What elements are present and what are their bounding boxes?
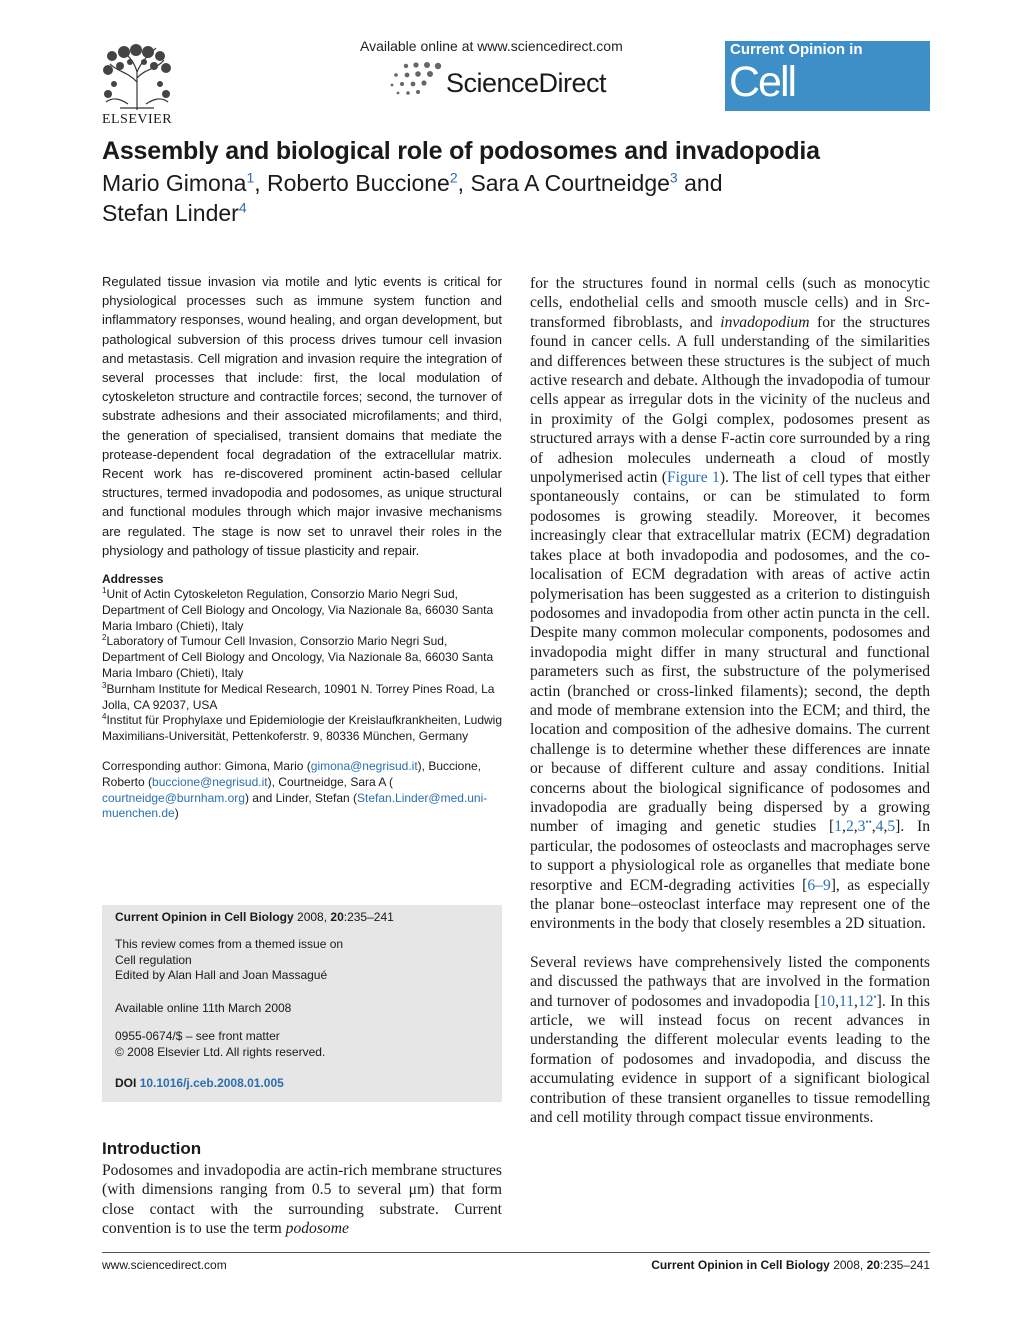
journal-badge-title: Cell Biology bbox=[729, 58, 857, 156]
author-name: Roberto Buccione bbox=[267, 170, 450, 196]
email-link[interactable]: courtneidge@burnham.org bbox=[102, 790, 245, 805]
addresses-heading: Addresses bbox=[102, 572, 164, 587]
doi-link[interactable]: 10.1016/j.ceb.2008.01.005 bbox=[139, 1076, 284, 1090]
address-item: $^3$Burnham Institute for Medical Research, 10901 N. Torrey Pines Road, La Jolla, CA 92037, USA bbox=[102, 680, 495, 712]
author-affiliation[interactable]: 2 bbox=[449, 169, 458, 186]
info-doi: DOI 10.1016/j.ceb.2008.01.005 bbox=[115, 1076, 284, 1090]
reference-link[interactable]: 10 bbox=[819, 992, 836, 1010]
sciencedirect-dots-icon bbox=[388, 60, 446, 98]
corresponding-author: Corresponding author: Gimona, Mario (gimona@negrisud.it), Buccione, Roberto (buccione@negrisud.it), Courtneidge, Sara A ( courtneidge@burnham.org) and Linder, Stefan (Stefan.Linder@med.uni-muenchen.de) bbox=[102, 759, 488, 821]
author-list: Mario Gimona$^1$, Roberto Buccione$^2$, Sara A Courtneidge$^3$ and Stefan Linder$^4$ bbox=[102, 169, 723, 226]
reference-link[interactable]: 1 bbox=[834, 818, 843, 836]
sciencedirect-wordmark: ScienceDirect bbox=[446, 68, 607, 98]
introduction-paragraph: Podosomes and invadopodia are actin-rich membrane structures (with dimensions ranging from 0.5 to several μm) that form close contact with the surrounding substrate. Current convention is to use the term podosome bbox=[102, 1162, 502, 1238]
email-link[interactable]: gimona@negrisud.it bbox=[310, 759, 418, 774]
available-online-text: Available online at www.sciencedirect.com bbox=[360, 38, 623, 54]
author-name: Mario Gimona bbox=[102, 170, 247, 196]
introduction-heading: Introduction bbox=[102, 1139, 202, 1158]
abstract: Regulated tissue invasion via motile and lytic events is critical for physiological processes such as immune system function and inflammatory responses, wound healing, and organ development, but pathological subversion of this process drives tumour cell invasion and metastasis. Cell migration and invasion require the integration of several processes that include: first, the local modulation of cytoskeleton structure and contractile forces; second, the turnover of substrate adhesions and their associated microfilaments; and third, the generation of specialised, transient domains that mediate the protease-dependent focal degradation of the extracellular matrix. Recent work has re-discovered prominent actin-based cellular structures, termed invadopodia and podosomes, as unique structural and functional modules through which major invasive mechanisms are regulated. The stage is now set to unravel their roles in the physiology and pathology of tissue plasticity and repair. bbox=[102, 274, 502, 558]
journal-badge-top: Current Opinion in bbox=[730, 41, 863, 58]
address-item: $^1$Unit of Actin Cytoskeleton Regulation, Consorzio Mario Negri Sud, Department of Cell Biology and Oncology, Via Nazionale 8a, 66030 Santa Maria Imbaro (Chieti), Italy bbox=[102, 586, 494, 633]
reference-link[interactable]: 5 bbox=[887, 818, 896, 836]
email-link[interactable]: buccione@negrisud.it bbox=[152, 774, 268, 789]
reference-link[interactable]: 4 bbox=[875, 818, 884, 836]
publisher-name: ELSEVIER bbox=[101, 112, 173, 127]
author-affiliation[interactable]: 1 bbox=[246, 169, 255, 186]
body-paragraph: Several reviews have comprehensively listed the components and discussed the pathways that are involved in the formation and turnover of podosomes and invadopodia [10,11,12•]. In this article, we will instead focus on recent advances in understanding the different molecular events leading to the formation of podosomes and invadopodia, and discuss the accumulating evidence in support of a significant biological contribution of these transient organelles to tissue remodelling and cell motility through compact tissue environments. bbox=[530, 953, 930, 1127]
address-item: $^2$Laboratory of Tumour Cell Invasion, Consorzio Mario Negri Sud, Department of Cell Biology and Oncology, Via Nazionale 8a, 66030 Santa Maria Imbaro (Chieti), Italy bbox=[102, 633, 494, 681]
reference-link[interactable]: 6–9 bbox=[807, 876, 831, 894]
body-paragraph: for the structures found in normal cells (such as monocytic cells, endothelial cells and smooth muscle cells) and in Src-transformed fibroblasts, and invadopodium for the structures found in cancer cells. A full understanding of the similarities and differences between these structures is the subject of much active research and debate. Although the invadopodia of tumour cells appear as irregular dots in the vicinity of the nucleus and in proximity of the Golgi complex, podosomes present as structured arrays with a dense F-actin core surrounded by a ring of adhesion molecules underneath a cloud of mostly unpolymerised actin (Figure 1). The list of cell types that either spontaneously contains, or can be stimulated to form podosomes is growing steadily. Moreover, it becomes increasingly clear that extracellular matrix (ECM) degradation takes place at both invadopodia and podosomes, and the co-localisation of ECM degradation with areas of active actin polymerisation has been suggested as a criterion to distinguish podosomes and invadopodia from other actin puncta in the cell. Despite many common molecular components, podosomes and invadopodia might differ in many structural and functional parameters such as first, the substructure of the polymerised actin (branched or cross-linked filaments); second, the depth and mode of membrane extension into the ECM; and third, the location and composition of the adhesive domains. The current challenge is to determine whether these differences are innate or because of different culture and assay conditions. Initial concerns about the biological significance of podosomes and invadopodia are gradually being dispersed by a growing number of imaging and genetic studies [1,2,3••,4,5]. In particular, the podosomes of osteoclasts and macrophages serve to support a physiological role as organelles that mediate bone resorptive and ECM-degrading activities [6–9], as especially the planar bone–osteoclast interface may represent one of the environments in the body that closely resembles a 2D situation. bbox=[530, 275, 931, 933]
elsevier-logo bbox=[96, 42, 178, 130]
figure-link[interactable]: Figure 1 bbox=[666, 469, 720, 487]
address-item: $^4$Institut für Prophylaxe und Epidemiologie der Kreislaufkrankheiten, Ludwig Maximilians-Universität, Pettenkoferstr. 9, 80336 München, Germany bbox=[102, 712, 503, 744]
article-title: Assembly and biological role of podosomes and invadopodia bbox=[102, 137, 820, 165]
author-affiliation[interactable]: 3 bbox=[669, 169, 678, 186]
reference-link[interactable]: 2 bbox=[845, 818, 854, 836]
info-available-online: Available online 11th March 2008 bbox=[115, 1001, 292, 1015]
footer-divider bbox=[102, 1252, 930, 1253]
elsevier-tree-icon bbox=[100, 42, 174, 112]
info-themed-issue: This review comes from a themed issue on Cell regulation Edited by Alan Hall and Joan Massagué bbox=[115, 937, 344, 983]
right-column bbox=[530, 274, 930, 1127]
sciencedirect-logo bbox=[388, 58, 628, 100]
info-issn: 0955-0674/$ – see front matter © 2008 Elsevier Ltd. All rights reserved. bbox=[115, 1029, 326, 1059]
info-journal-citation: Current Opinion in Cell Biology 2008, 20:235–241 bbox=[115, 910, 394, 924]
author-name: Sara A Courtneidge bbox=[470, 170, 670, 196]
journal-badge bbox=[725, 41, 930, 156]
reference-link[interactable]: 11 bbox=[838, 992, 854, 1010]
article-info-box bbox=[102, 905, 502, 1102]
author-name: Stefan Linder bbox=[102, 200, 239, 226]
footer-citation: Current Opinion in Cell Biology 2008, 20:235–241 bbox=[651, 1258, 930, 1272]
email-link[interactable]: Stefan.Linder@med.uni-muenchen.de bbox=[102, 790, 488, 821]
left-column bbox=[102, 272, 502, 822]
footer-website[interactable]: www.sciencedirect.com bbox=[102, 1258, 227, 1272]
reference-link[interactable]: 12• bbox=[857, 991, 877, 1010]
author-affiliation[interactable]: 4 bbox=[238, 199, 247, 216]
reference-link[interactable]: 3•• bbox=[857, 817, 872, 836]
